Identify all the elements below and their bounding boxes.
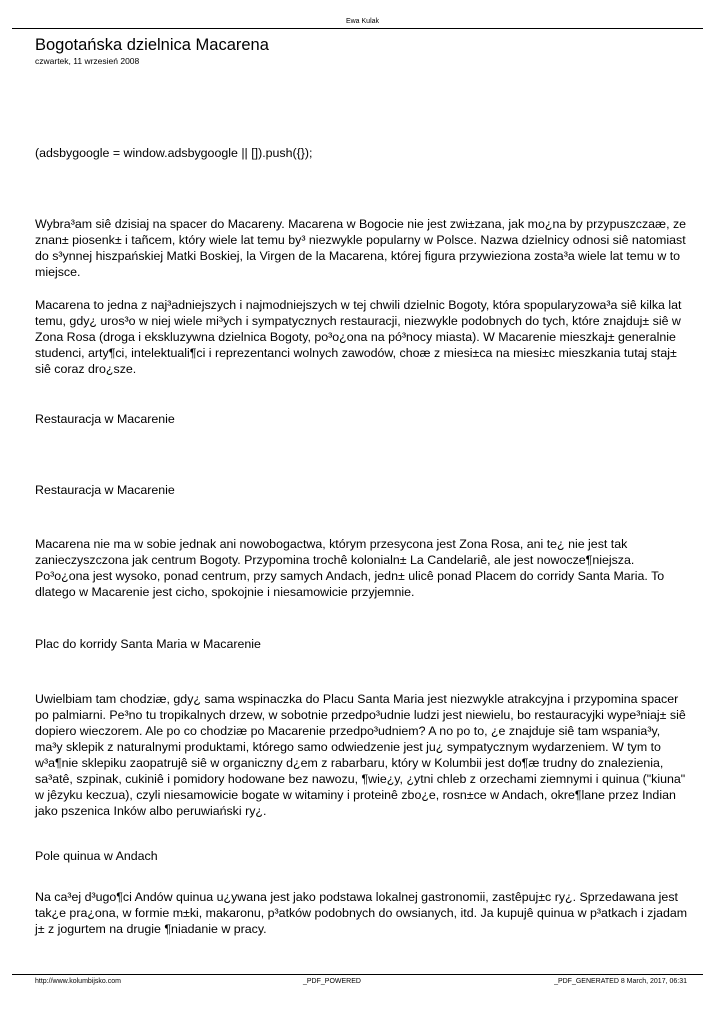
footer-url: http://www.kolumbijsko.com (35, 978, 121, 985)
header-divider (12, 28, 703, 29)
image-caption-bullring: Plac do korridy Santa Maria w Macarenie (35, 637, 261, 651)
paragraph-shop: Uwielbiam tam chodziæ, gdy¿ sama wspinaczka do Placu Santa Maria jest niezwykle atrakcyjna i przypomina spacer po palmiarni. Pe³no tu tropikalnych drzew, w sobotnie przedpo³udnie ludzi jest niewielu, bo restauracyjki wype³niaj± siê dopiero wieczorem. Ale po co chodziæ po Macarenie przedpo³udniem? A no po to, ¿e znajduje siê tam wspania³y, ma³y sklepik z naturalnymi produktami, którego samo odwiedzenie jest ju¿ sympatycznym wydarzeniem. W tym to w³a¶nie sklepiku zaopatrujê siê w organiczny d¿em z rabarbaru, który w Kolumbii jest do¶æ trudny do znalezienia, sa³atê, szpinak, cukiniê i pomidory hodowane bez nawozu, ¶wie¿y, ¿ytni chleb z orzechami ziemnymi i quinua ("kiuna" w jêzyku keczua), czyli niesamowicie bogate w witaminy i proteinê zbo¿e, rosn±ce w Andach, okre¶lane przez Indian jako pszenica Inków albo peruwiański ry¿. (35, 692, 686, 818)
paragraph-macarena-description: Macarena to jedna z naj³adniejszych i najmodniejszych w tej chwili dzielnic Bogoty, która spopularyzowa³a siê kilka lat temu, gdy¿ uros³o w niej wiele mi³ych i sympatycznych restauracji, niezwykle podobnych do tych, które znajduj± siê w Zona Rosa (droga i ekskluzywna dzielnica Bogoty, po³o¿ona na pó³nocy miasta). W Macarenie mieszkaj± generalnie studenci, arty¶ci, intelektuali¶ci i reprezentanci wolnych zawodów, choæ z miesi±ca na miesi±c mieszkania tutaj staj± siê coraz dro¿sze. (35, 298, 682, 376)
image-caption-restaurant-2: Restauracja w Macarenie (35, 483, 175, 497)
ad-script-text: (adsbygoogle = window.adsbygoogle || []).push({}); (35, 146, 313, 160)
footer-divider (12, 974, 703, 975)
paragraph-quinoa: Na ca³ej d³ugo¶ci Andów quinua u¿ywana jest jako podstawa lokalnej gastronomii, zastêpuj±c ry¿. Sprzedawana jest tak¿e pra¿ona, w formie m±ki, makaronu, p³atków podobnych do owsianych, itd. Ja kupujê quinua w p³atkach i zjadam j± z jogurtem na drugie ¶niadanie w pracy. (35, 890, 688, 936)
footer-pdf-generated: _PDF_GENERATED 8 March, 2017, 06:31 (554, 978, 687, 985)
paragraph-location: Macarena nie ma w sobie jednak ani nowobogactwa, którym przesycona jest Zona Rosa, ani te¿ nie jest tak zanieczyszczona jak centrum Bogoty. Przypomina trochê kolonialn± La Candelariê, ale jest nowocze¶niejsza. Po³o¿ona jest wysoko, ponad centrum, przy samych Andach, jedn± ulicê ponad Placem do corridy Santa Maria. To dlatego w Macarenie jest cicho, spokojnie i niesamowicie przyjemnie. (35, 537, 665, 599)
article-date: czwartek, 11 wrzesień 2008 (35, 56, 140, 66)
article-title: Bogotańska dzielnica Macarena (35, 36, 269, 54)
footer-pdf-powered: _PDF_POWERED (303, 978, 361, 985)
paragraph-intro: Wybra³am siê dzisiaj na spacer do Macareny. Macarena w Bogocie nie jest zwi±zana, jak mo¿na by przypuszczaæ, ze znan± piosenk± i tañcem, który wiele lat temu by³ niezwykle popularny w Polsce. Nazwa dzielnicy odnosi siê natomiast do s³ynnej hiszpańskiej Matki Boskiej, la Virgen de la Macarena, której figura przywieziona zosta³a wiele lat temu w to miejsce. (35, 217, 687, 279)
header-author: Ewa Kulak (345, 18, 380, 25)
image-caption-quinoa-field: Pole quinua w Andach (35, 849, 158, 863)
image-caption-restaurant: Restauracja w Macarenie (35, 412, 175, 426)
